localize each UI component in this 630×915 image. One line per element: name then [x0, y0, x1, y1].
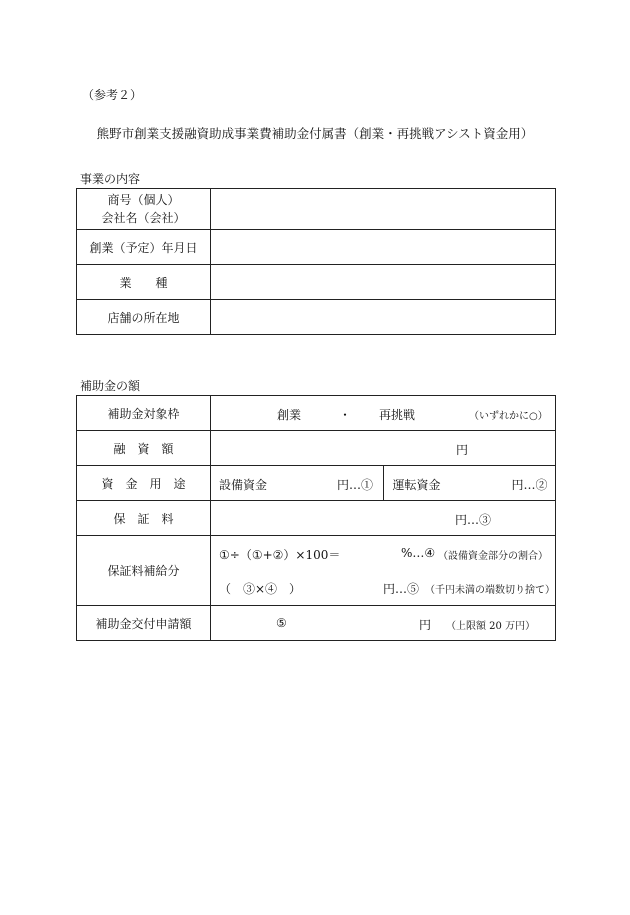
- guarantee-fee-unit: 円…③: [455, 513, 492, 527]
- loan-amount-unit: 円: [456, 443, 469, 457]
- subsidy-amount-table: [76, 395, 556, 641]
- application-amount-row: [77, 606, 556, 641]
- operating-fund-unit: 円…②: [511, 478, 548, 492]
- application-amount-field[interactable]: [211, 606, 556, 641]
- loan-amount-row: [77, 431, 556, 466]
- guarantee-subsidy-field[interactable]: [211, 536, 556, 606]
- operating-fund-field[interactable]: [383, 466, 556, 501]
- founding-date-row: [77, 230, 556, 265]
- application-limit-note: （上限額 20 万円）: [446, 621, 536, 632]
- trade-name-row: [77, 189, 556, 230]
- store-location-row: [77, 300, 556, 335]
- choose-one-note: （いずれかに○）: [469, 411, 548, 422]
- equipment-fund-field[interactable]: [211, 466, 384, 501]
- application-mark: ⑤: [276, 616, 287, 630]
- equipment-fund-label: 設備資金: [219, 478, 268, 492]
- ratio-note: （設備資金部分の割合）: [438, 551, 548, 562]
- fund-use-row: [77, 466, 556, 501]
- guarantee-fee-label: 保 証 料: [77, 501, 211, 536]
- business-section-heading: 事業の内容: [80, 172, 141, 186]
- document-title: 熊野市創業支援融資助成事業費補助金付属書（創業・再挑戦アシスト資金用）: [96, 126, 534, 141]
- subsidy-target-cell: [211, 396, 556, 431]
- loan-amount-label: 融 資 額: [77, 431, 211, 466]
- subsidy-target-row: [77, 396, 556, 431]
- guarantee-fee-row: [77, 501, 556, 536]
- fund-use-label: 資 金 用 途: [77, 466, 211, 501]
- industry-label: 業 種: [77, 265, 211, 300]
- option-startup[interactable]: 創業: [277, 408, 302, 422]
- ratio-formula: ①÷（①+②）×100＝: [219, 548, 341, 562]
- application-amount-label: 補助金交付申請額: [77, 606, 211, 641]
- application-unit: 円: [419, 618, 432, 632]
- operating-fund-label: 運転資金: [392, 478, 441, 492]
- store-location-field[interactable]: [211, 300, 556, 335]
- industry-row: [77, 265, 556, 300]
- option-separator: ・: [339, 408, 352, 422]
- option-rechallenge[interactable]: 再挑戦: [379, 408, 416, 422]
- guarantee-fee-field[interactable]: [211, 501, 556, 536]
- trade-name-label-line: 商号（個人）: [107, 193, 180, 207]
- reference-label: （参考２）: [82, 88, 143, 102]
- founding-date-field[interactable]: [211, 230, 556, 265]
- business-info-table: [76, 188, 556, 335]
- company-name-label-line: 会社名（会社）: [101, 211, 186, 225]
- guarantee-subsidy-label: 保証料補給分: [77, 536, 211, 606]
- guarantee-subsidy-row: [77, 536, 556, 606]
- subsidy-calc-unit: 円…⑤: [383, 582, 420, 596]
- loan-amount-field[interactable]: [211, 431, 556, 466]
- trade-name-field[interactable]: [211, 189, 556, 230]
- subsidy-section-heading: 補助金の額: [80, 379, 141, 393]
- founding-date-label: 創業（予定）年月日: [77, 230, 211, 265]
- subsidy-calc-formula: （ ③×④ ）: [219, 582, 302, 596]
- trade-name-label: [77, 189, 211, 230]
- equipment-fund-unit: 円…①: [337, 478, 374, 492]
- industry-field[interactable]: [211, 265, 556, 300]
- subsidy-calc-note: （千円未満の端数切り捨て）: [425, 585, 555, 596]
- store-location-label: 店舗の所在地: [77, 300, 211, 335]
- subsidy-target-label: 補助金対象枠: [77, 396, 211, 431]
- ratio-unit: %…④: [401, 546, 436, 560]
